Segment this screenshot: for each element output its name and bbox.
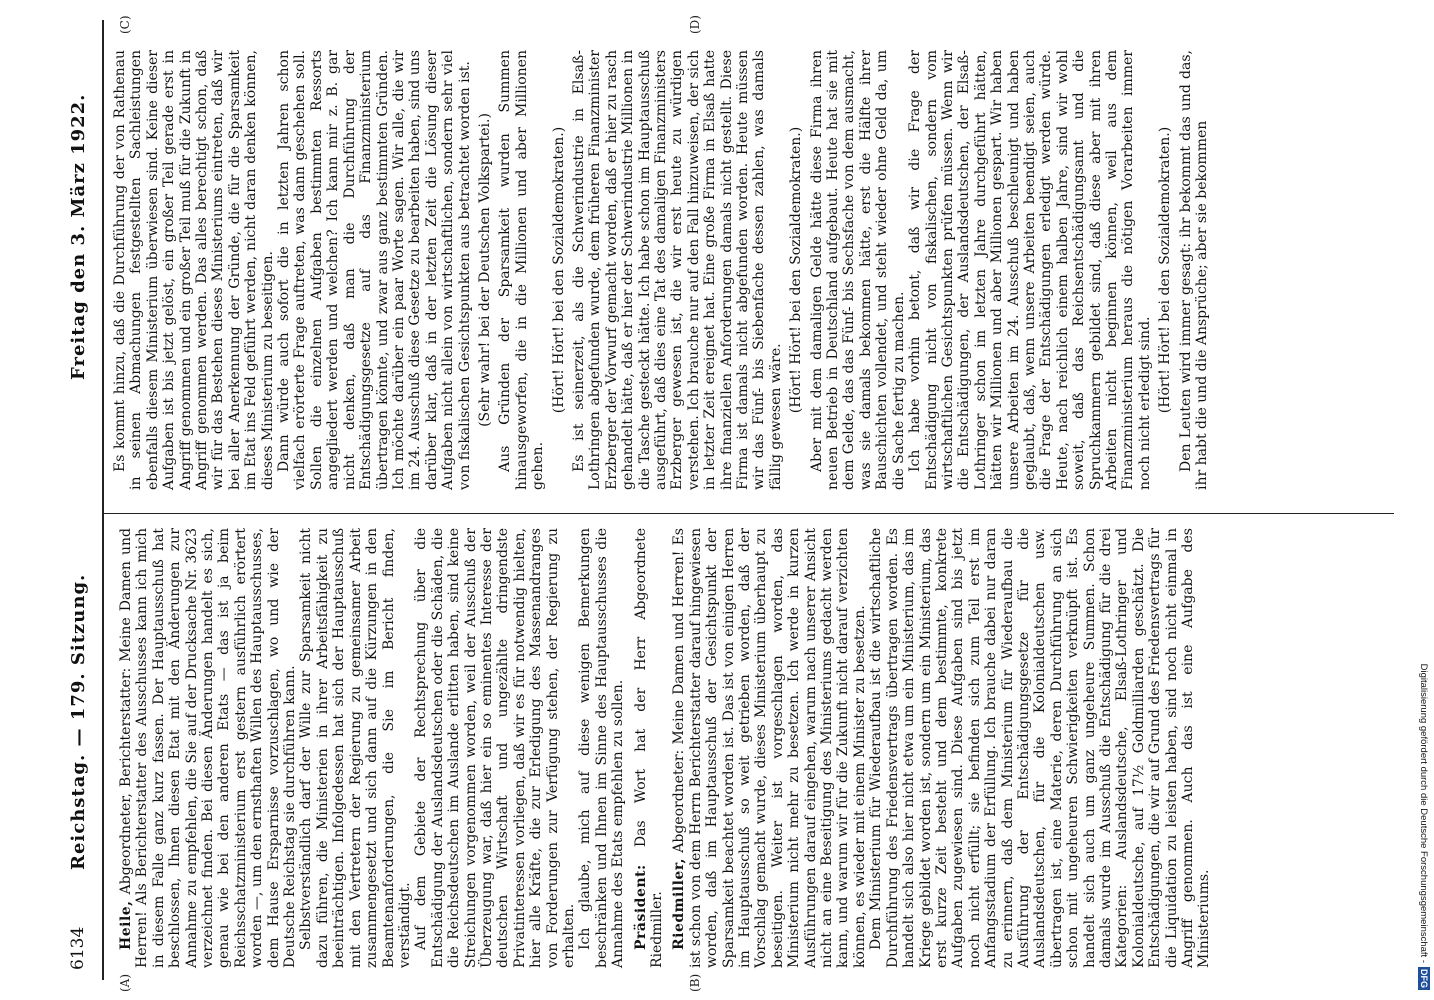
paragraph [868, 528, 1213, 968]
dfg-logo: DFG [1419, 969, 1429, 988]
paragraph [571, 50, 784, 490]
paragraph-text: Es ist seinerzeit, als die Schwerindustrie in Elsaß-Lothringen abgefunden wurde, dem früheren Finanzminister Erzberger der Vorwurf gemacht worden, daß er hier zu rasch gehandelt hätte, daß er hier der Schwerindustrie Millionen in die Tasche gesteckt hätte. Ich habe schon im Hauptausschuß ausgeführt, daß dies eine Tat des damaligen Finanzministers Erzberger gewesen ist, die wir erst heute zu würdigen verstehen. Ich brauche nur auf den Fall hinzuweisen, der sich in letzter Zeit ereignet hat. Eine große Firma in Elsaß hatte ihre finanziellen Anforderungen damals nicht gestellt. Diese Firma ist damals nicht abgefunden worden. Heute müssen wir das Fünf- bis Siebenfache dessen zahlen, was damals fällig gewesen wäre. [570, 50, 784, 490]
paragraph-text: Dem Ministerium für Wiederaufbau ist die wirtschaftliche Durchführung des Friedensvertrags übertragen worden. Es handelt sich also hier nicht etwa um ein Ministerium, das im Kriege gebildet worden ist, sondern um ein Ministerium, das erst kurze Zeit besteht und dem bestimmte, konkrete Aufgaben zugewiesen sind. Diese Aufgaben sind bis jetzt noch nicht erfüllt; sie befinden sich zum Teil erst im Anfangsstadium der Erfüllung. Ich brauche dabei nur daran zu erinnern, daß dem Ministerium für Wiederaufbau die Ausführung der Entschädigungsgesetze für die Auslandsdeutschen, für die Kolonialdeutschen usw. übertragen ist, eine Materie, deren Durchführung an sich schon mit ungeheuren Schwierigkeiten verknüpft ist. Es handelt sich auch um ganz ungeheure Summen. Schon damals wurde im Ausschuß die Entschädigung für die drei Kategorien: Auslandsdeutsche, Elsaß-Lothringer und Kolonialdeutsche, auf 17½ Goldmilliarden geschätzt. Die Entschädigungen, die wir auf Grund des Friedensvertrags für die Liquidation zu leisten haben, sind noch nicht einmal in Angriff genommen. Auch das ist eine Aufgabe des Ministeriums. [868, 528, 1213, 968]
paragraph-text: Es kommt hinzu, daß die Durchführung der von Rathenau in seinen Abmachungen festgestellten Sachleistungen ebenfalls diesem Ministerium überwiesen sind. Keine dieser Aufgaben ist bis jetzt gelöst, ein großer Teil gerade erst in Angriff genommen und ein großer Teil muß für die Zukunft in Angriff genommen werden. Das alles berechtigt schon, daß wir für das Bestehen dieses Ministeriums eintreten, daß wir bei aller Anerkennung der Gründe, die für die Sparsamkeit im Etat ins Feld geführt werden, nicht daran denken können, dieses Ministerium zu beseitigen. [112, 50, 276, 490]
paragraph [1178, 50, 1211, 490]
paragraph-text: Den Leuten wird immer gesagt: ihr bekommt das und das, ihr habt die und die Ansprüche; aber sie bekommen [1177, 50, 1210, 490]
speaker-name: Heile, [118, 900, 134, 950]
page-number: 6134 [68, 926, 88, 970]
column-rule [104, 513, 1394, 514]
paragraph-text: Abgeordneter: Meine Damen und Herren! Es ist schon von dem Herrn Berichterstatter darauf hingewiesen worden, daß im Hauptausschuß der Gesichtspunkt der Sparsamkeit beachtet worden ist. Das ist von einigen Herren im Hauptausschuß so weit getrieben worden, daß der Vorschlag gemacht wurde, dieses Ministerium überhaupt zu beseitigen. Weiter ist vorgeschlagen worden, das Ministerium nicht mehr zu besetzen. Ich werde in kurzen Ausführungen darauf eingehen, warum nach unserer Ansicht nicht an eine Beseitigung des Ministeriums gedacht werden kann, und warum wir für die Zukunft nicht darauf verzichten können, es wieder mit einem Minister zu besetzen. [671, 528, 868, 968]
paragraph-text: Auf dem Gebiete der Rechtsprechung über die Entschädigung der Auslandsdeutschen oder die Schäden, die die Reichsdeutschen im Auslande erlitten haben, sind keine Streichungen vorgenommen worden, weil der Ausschuß der Überzeugung war, daß hier ein so eminentes Interesse der deutschen Wirtschaft und ungezählte dringendste Privatinteressen vorliegen, daß wir es für notwendig hielten, hier alle Kräfte, die zur Erledigung des Massenandranges von Forderungen zur Verfügung stehen, der Regierung zu erhalten. [413, 528, 577, 968]
paragraph [276, 50, 473, 490]
paragraph [633, 528, 666, 968]
session-date: Freitag den 3. März 1922. [68, 93, 89, 380]
paragraph-text: Dann würde auch sofort die in letzten Jahren schon vielfach erörterte Frage auftreten, was dann geschehen soll. Sollen die einzelnen Aufgaben bestimmten Ressorts angegliedert werden und welchen? Ich kann mir z. B. gar nicht denken, daß man die Durchführung der Entschädigungsgesetze auf das Finanzministerium übertragen könnte, und zwar aus ganz bestimmten Gründen. Ich möchte darüber ein paar Worte sagen. Wir alle, die wir im 24. Ausschuß diese Gesetze zu bearbeiten haben, sind uns darüber klar, daß in der letzten Zeit die Lösung dieser Aufgaben nicht allein von wirtschaftlichen, sondern sehr viel von fiskalischen Gesichtspunkten aus betrachtet worden ist. [276, 50, 473, 490]
paragraph [413, 528, 577, 968]
interjection: (Hört! Hört! bei den Sozialdemokraten.) [1157, 126, 1174, 414]
paragraph-text: Ich habe vorhin betont, daß wir die Frage der Entschädigung nicht von fiskalischen, sondern vom wirtschaftlichen Gesichtspunkten prüfen müssen. Wenn wir die Entschädigungen, der Auslandsdeutschen, der Elsaß-Lothringer schon im letzten Jahre durchgeführt hätten, hätten wir Millionen und aber Millionen gespart. Wir haben unsere Arbeiten im 24. Ausschuß beschleunigt und haben geglaubt, daß, wenn unsere Arbeiten beendigt seien, auch die Frage der Entschädigungen erledigt werden würde. Heute, nach reichlich einem halben Jahre, sind wir wohl soweit, daß das Reichsentschädigungsamt und die Spruchkammern gebildet sind, daß diese aber mit ihren Arbeiten nicht beginnen können, weil aus dem Finanzministerium heraus die nötigen Vorarbeiten immer noch nicht erledigt sind. [907, 50, 1153, 490]
margin-mark-b: (B) [688, 973, 702, 992]
interjection: (Hört! Hört! bei den Sozialdemokraten.) [550, 126, 567, 414]
paragraph [671, 528, 868, 968]
paragraph [577, 528, 626, 968]
speaker-name: Riedmiller, [671, 857, 688, 950]
paragraph-text: Aus Gründen der Sparsamkeit wurden Summen hinausgeworfen, die in die Millionen und aber Millionen gehen. [497, 50, 547, 490]
paragraph [118, 528, 298, 968]
paragraph [497, 50, 546, 490]
paragraph [112, 50, 276, 490]
left-column [112, 528, 1213, 968]
paragraph-text: Ich glaube, mich auf diese wenigen Bemerkungen beschränken und Ihnen im Sinne des Hauptausschusses die Annahme des Etats empfehlen zu sollen. [577, 528, 627, 968]
digitization-credit [1418, 8, 1430, 990]
page-header [62, 10, 96, 990]
paragraph-text: Das Wort hat der Herr Abgeordnete Riedmiller. [632, 528, 665, 968]
speaker-name: Präsident: [632, 864, 649, 950]
margin-mark-d: (D) [688, 15, 702, 34]
paragraph [298, 528, 413, 968]
paragraph-text: Selbstverständlich darf der Wille zur Sparsamkeit nicht dazu führen, die Ministerien in ihrer Arbeitsfähigkeit zu beeinträchtigen. Infolgedessen hat sich der Hauptausschuß mit den Vertretern der Regierung zu gemeinsamer Arbeit zusammengesetzt und sich dann auf die Kürzungen in den Beamtenanforderungen, die Sie im Bericht finden, verständigt. [298, 528, 413, 968]
header-rule [102, 20, 104, 980]
interjection: (Hört! Hört! bei den Sozialdemokraten.) [788, 126, 805, 414]
margin-mark-a: (A) [118, 973, 132, 992]
rotated-page [22, 10, 1412, 990]
credit-text: Digitalisierung gefördert durch die Deutsche Forschungsgemeinschaft - [1418, 663, 1429, 963]
paragraph-text: Aber mit dem damaligen Gelde hätte diese Firma ihren neuen Betrieb in Deutschland aufgebaut. Heute hat sie mit dem Gelde, das das Fünf- bis Sechsfache von dem ausmacht, was sie damals bekommen hätte, erst die Hälfte ihrer Bauschichten vollendet, und steht wieder ohne Geld da, um die Sache fertig zu machen. [808, 50, 907, 490]
paragraph [809, 50, 907, 490]
margin-mark-c: (C) [118, 15, 132, 34]
right-column [112, 50, 1210, 490]
paragraph-text: Abgeordneter, Berichterstatter: Meine Damen und Herren! Als Berichterstatter des Ausschusses kann ich mich in diesem Falle ganz kurz fassen. Der Hauptausschuß hat beschlossen, Ihnen diesen Etat mit den Änderungen zur Annahme zu empfehlen, die Sie auf der Drucksache Nr. 3623 verzeichnet finden. Bei diesen Änderungen handelt es sich, genau wie bei den anderen Etats — das ist ja beim Reichsschatzministerium erst gestern ausführlich erörtert worden —, um den ernsthaften Willen des Hauptausschusses, dem Hause Ersparnisse vorzuschlagen, wo und wie der Deutsche Reichstag sie durchführen kann. [118, 528, 299, 968]
paragraph [907, 50, 1153, 490]
interjection: (Sehr wahr! bei der Deutschen Volkspartei.) [476, 113, 493, 427]
running-title: Reichstag. — 179. Sitzung. [68, 573, 89, 870]
